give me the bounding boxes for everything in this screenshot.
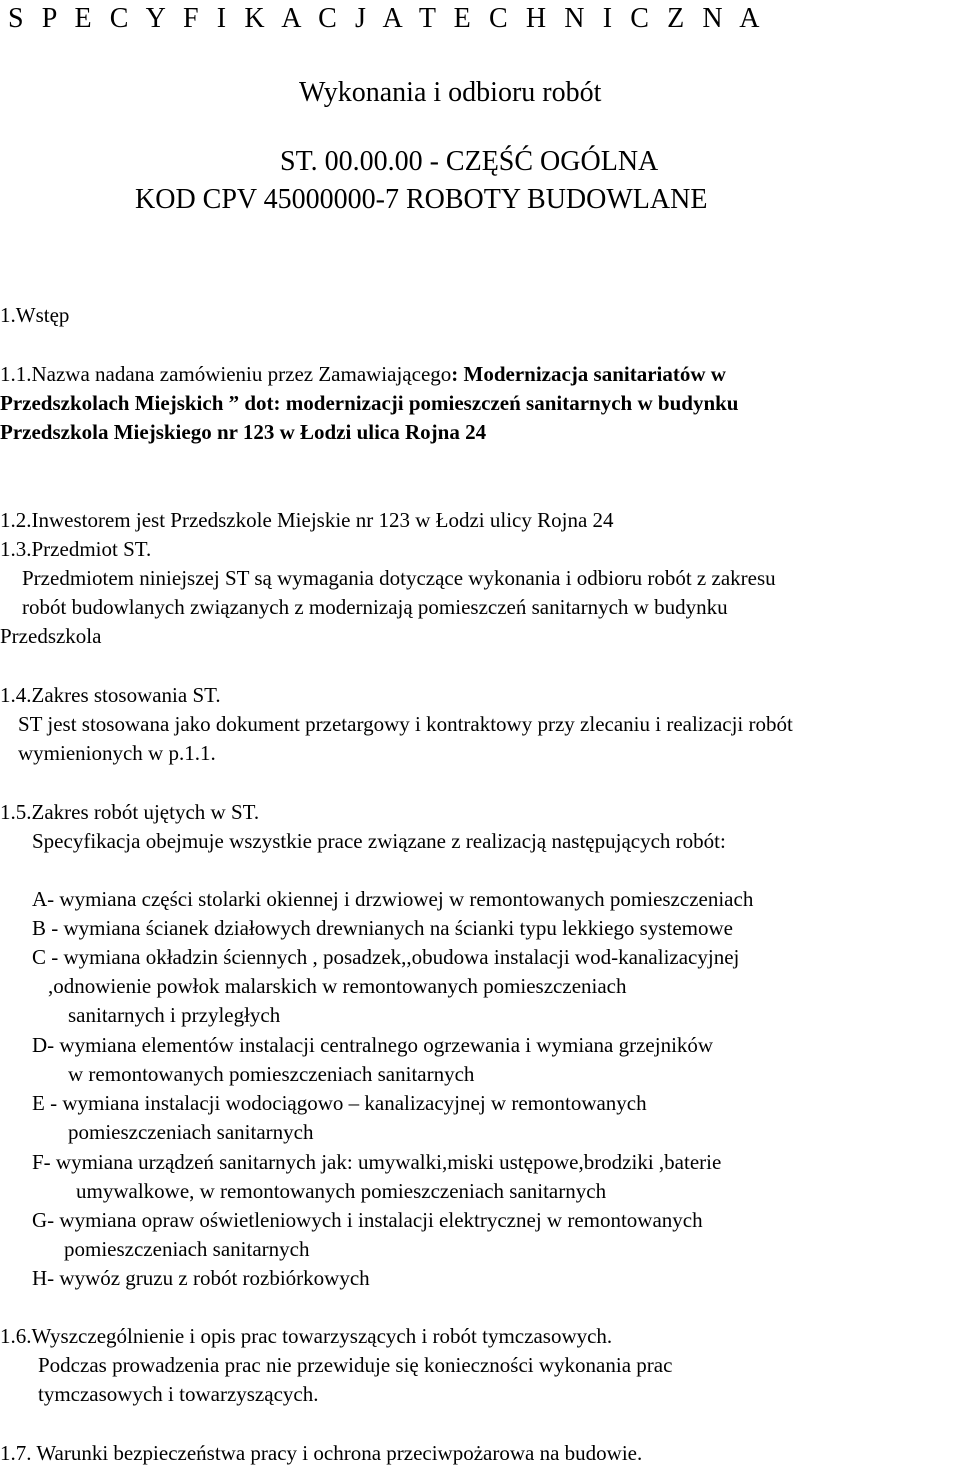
section-1-1-line1 <box>0 361 726 387</box>
section-1-3-body-line1: Przedmiotem niniejszej ST są wymagania dotyczące wykonania i odbioru robót z zakresu <box>22 566 776 590</box>
section-1-4-body-line2: wymienionych w p.1.1. <box>18 741 216 765</box>
section-1-1-line3: Przedszkola Miejskiego nr 123 w Łodzi ulica Rojna 24 <box>0 420 487 444</box>
works-item-d-cont: w remontowanych pomieszczeniach sanitarnych <box>68 1062 475 1086</box>
works-item-a: A- wymiana części stolarki okiennej i drzwiowej w remontowanych pomieszczeniach <box>32 887 754 911</box>
works-item-g-cont: pomieszczeniach sanitarnych <box>64 1237 310 1261</box>
section-1-6-body-line1: Podczas prowadzenia prac nie przewiduje się konieczności wykonania prac <box>38 1353 673 1377</box>
works-item-e-cont: pomieszczeniach sanitarnych <box>68 1120 314 1144</box>
works-item-c-cont1: ,odnowienie powłok malarskich w remontowanych pomieszczeniach <box>48 974 627 998</box>
works-item-e: E - wymiana instalacji wodociągowo – kanalizacyjnej w remontowanych <box>32 1091 647 1115</box>
section-1-4-body-line1: ST jest stosowana jako dokument przetargowy i kontraktowy przy zlecaniu i realizacji robót <box>18 712 793 736</box>
document-title: S P E C Y F I K A C J A T E C H N I C Z N A <box>8 3 766 34</box>
works-item-h: H- wywóz gruzu z robót rozbiórkowych <box>32 1266 370 1290</box>
works-item-d: D- wymiana elementów instalacji centralnego ogrzewania i wymiana grzejników <box>32 1033 714 1057</box>
section-1-5-heading: 1.5.Zakres robót ujętych w ST. <box>0 800 260 824</box>
works-item-b: B - wymiana ścianek działowych drewnianych na ścianki typu lekkiego systemowe <box>32 916 733 940</box>
works-item-c-cont2: sanitarnych i przyległych <box>68 1003 281 1027</box>
section-1-7-heading: 1.7. Warunki bezpieczeństwa pracy i ochrona przeciwpożarowa na budowie. <box>0 1441 643 1465</box>
section-1-1-project-name: Modernizacja sanitariatów w <box>463 362 726 386</box>
section-1-6-heading: 1.6.Wyszczególnienie i opis prac towarzyszących i robót tymczasowych. <box>0 1324 613 1348</box>
section-1-6-body-line2: tymczasowych i towarzyszących. <box>38 1382 319 1406</box>
spec-code-line: ST. 00.00.00 - CZĘŚĆ OGÓLNA <box>280 146 659 177</box>
works-item-g: G- wymiana opraw oświetleniowych i instalacji elektrycznej w remontowanych <box>32 1208 703 1232</box>
section-1-5-intro: Specyfikacja obejmuje wszystkie prace związane z realizacją następujących robót: <box>32 829 726 853</box>
cpv-code-line: KOD CPV 45000000-7 ROBOTY BUDOWLANE <box>135 184 708 215</box>
works-item-f-cont: umywalkowe, w remontowanych pomieszczeniach sanitarnych <box>76 1179 607 1203</box>
section-1-heading: 1.Wstęp <box>0 303 70 327</box>
section-1-1-colon: : <box>451 362 464 386</box>
document-subtitle: Wykonania i odbioru robót <box>299 77 602 108</box>
section-1-2: 1.2.Inwestorem jest Przedszkole Miejskie nr 123 w Łodzi ulicy Rojna 24 <box>0 508 614 532</box>
section-1-1-line2: Przedszkolach Miejskich ” dot: modernizacji pomieszczeń sanitarnych w budynku <box>0 391 739 415</box>
section-1-3-body-line3: Przedszkola <box>0 624 102 648</box>
section-1-4-heading: 1.4.Zakres stosowania ST. <box>0 683 221 707</box>
works-item-f: F- wymiana urządzeń sanitarnych jak: umywalki,miski ustępowe,brodziki ,baterie <box>32 1150 722 1174</box>
section-1-1-lead: 1.1.Nazwa nadana zamówieniu przez Zamawiającego <box>0 362 452 386</box>
works-item-c: C - wymiana okładzin ściennych , posadzek,,obudowa instalacji wod-kanalizacyjnej <box>32 945 740 969</box>
section-1-3-body-line2: robót budowlanych związanych z modernizają pomieszczeń sanitarnych w budynku <box>22 595 728 619</box>
section-1-3-heading: 1.3.Przedmiot ST. <box>0 537 152 561</box>
